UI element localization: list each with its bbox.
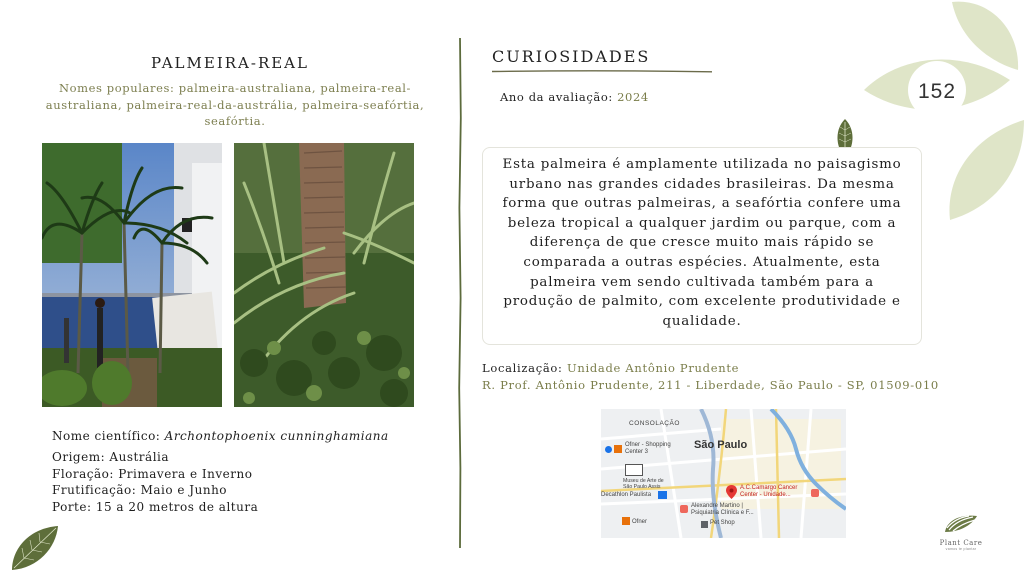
location-label: Localização: bbox=[482, 361, 567, 375]
map-poi-ofner: Ofner bbox=[632, 519, 648, 525]
map-district-label: CONSOLAÇÃO bbox=[629, 420, 680, 427]
evaluation-year-label: Ano da avaliação: bbox=[500, 90, 618, 104]
evaluation-year-value: 2024 bbox=[617, 90, 649, 104]
location-unit[interactable]: Unidade Antônio Prudente bbox=[566, 361, 740, 375]
museum-icon[interactable] bbox=[625, 464, 643, 476]
location-map[interactable] bbox=[601, 409, 846, 538]
hospital-icon[interactable] bbox=[811, 489, 819, 497]
evaluation-year bbox=[500, 90, 649, 104]
map-poi-decathlon: Decathlon Paulista bbox=[601, 492, 652, 498]
curiosities-title: CURIOSIDADES bbox=[492, 47, 651, 66]
brand-name: Plant Care bbox=[939, 539, 983, 547]
map-poi-ofner-shopping: Ofner - Shopping Center 3 bbox=[625, 442, 671, 455]
map-city-label: São Paulo bbox=[694, 439, 748, 451]
scientific-name-value: Archontophoenix cunninghamiana bbox=[164, 429, 389, 443]
map-poi-museum: Museu de Arte de São Paulo Assis bbox=[623, 478, 664, 490]
bottom-leaf-icon bbox=[8, 524, 60, 572]
size: Porte: 15 a 20 metros de altura bbox=[52, 500, 259, 515]
plant-title: PALMEIRA-REAL bbox=[151, 54, 309, 72]
location-address[interactable]: R. Prof. Antônio Prudente, 211 - Liberdade, São Paulo - SP, 01509-010 bbox=[482, 377, 939, 392]
flowering: Floração: Primavera e Inverno bbox=[52, 466, 253, 481]
location-line bbox=[482, 360, 939, 377]
map-poi-alexandre: Alexandre Martino | Psiquiatria Clínica e F... bbox=[691, 503, 754, 516]
title-underline bbox=[492, 70, 712, 73]
shopping-icon-2[interactable] bbox=[622, 517, 630, 525]
map-poi-accamargo: A.C.Camargo Cancer Center - Unidade... bbox=[740, 485, 798, 498]
column-divider bbox=[457, 38, 463, 548]
shopping-icon[interactable] bbox=[614, 445, 622, 453]
clinic-icon[interactable] bbox=[680, 505, 688, 513]
scientific-name bbox=[52, 428, 389, 445]
location bbox=[482, 360, 939, 393]
map-pin-blue-icon[interactable] bbox=[605, 446, 612, 453]
origin: Origem: Austrália bbox=[52, 449, 170, 464]
brand-logo bbox=[925, 512, 997, 551]
decorative-leaves-icon bbox=[860, 0, 1024, 230]
popular-names-value: palmeira-australiana, palmeira-real-australiana, palmeira-real-da-austrália, palmeira-seafórtia, seafórtia. bbox=[45, 81, 425, 128]
scientific-name-label: Nome científico: bbox=[52, 429, 165, 443]
palm-trunk-photo bbox=[234, 143, 414, 407]
map-poi-petshop: Pet Shop bbox=[710, 520, 735, 526]
fruiting: Frutificação: Maio e Junho bbox=[52, 483, 228, 498]
palm-tree-photo bbox=[42, 143, 222, 407]
location-pin-icon[interactable] bbox=[726, 484, 737, 498]
page-number: 152 bbox=[917, 80, 957, 103]
curiosity-card bbox=[482, 147, 922, 345]
brand-tagline: vamos te plantar bbox=[945, 547, 977, 551]
popular-names-label: Nomes populares: bbox=[58, 81, 175, 95]
plant-care-logo-icon bbox=[941, 512, 981, 534]
pet-shop-icon[interactable] bbox=[701, 521, 708, 528]
store-icon[interactable] bbox=[658, 491, 667, 499]
curiosity-text: Esta palmeira é amplamente utilizada no paisagismo urbano nas grandes cidades brasileiras. Da mesma forma que outras palmeiras, a seafórtia confere uma beleza tropical a qualquer jardim ou parque, com a diferença de que cresce muito mais rápido se comparada a outras espécies. Atualmente, esta palmeira vem sendo cultivada também para a produção de palmito, com excelente produtividade e qualidade. bbox=[502, 157, 902, 329]
popular-names bbox=[40, 80, 430, 130]
plant-info bbox=[52, 428, 389, 516]
